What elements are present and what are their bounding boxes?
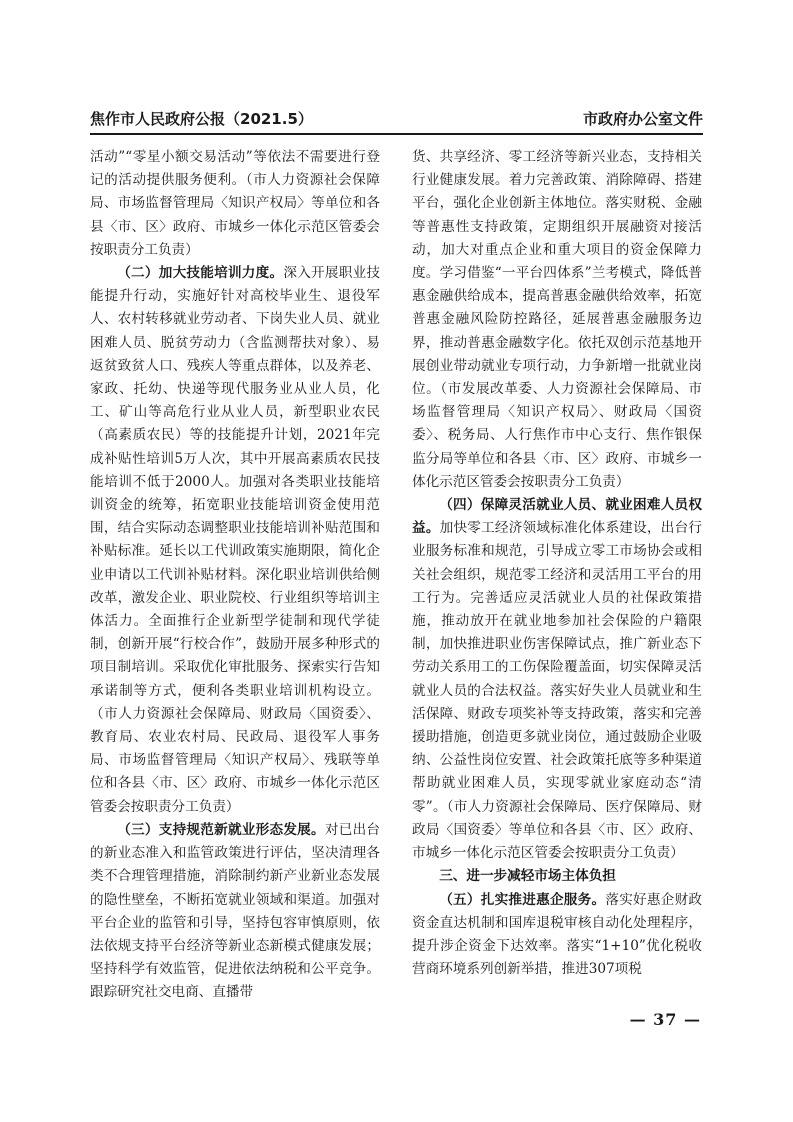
left-column	[90, 146, 380, 1005]
paragraph-body: 落实好惠企财政资金直达机制和国库退税审核自动化处理程序，提升涉企资金下达效率。落实“1+10”优化税收营商环境系列创新举措，推进307项税	[412, 891, 703, 978]
page-number: — 37 —	[629, 1010, 701, 1029]
paragraph-body: 深入开展职业技能提升行动，实施好针对高校毕业生、退役军人、农村转移就业劳动者、下岗失业人员、就业困难人员、脱贫劳动力（含监测帮扶对象）、易返贫致贫人口、残疾人等重点群体，以及养老、家政、托幼、快递等现代服务业从业人员，化工、矿山等高危行业从业人员，新型职业农民（高素质农民）等的技能提升计划，2021年完成补贴性培训5万人次，其中开展高素质农民技能培训不低于2000人。加强对各类职业技能培训资金的统筹，拓宽职业技能培训资金使用范围，结合实际动态调整职业技能培训补贴范围和补贴标准。延长以工代训政策实施期限，简化企业申请以工代训补贴材料。深化职业培训供给侧改革，激发企业、职业院校、行业组织等培训主体活力。全面推行企业新型学徒制和现代学徒制，创新开展“行校合作”，鼓励开展多种形式的项目制培训。采取优化审批服务、探索实行告知承诺制等方式，便利各类职业培训机构设立。（市人力资源社会保障局、财政局〈国资委〉、教育局、农业农村局、民政局、退役军人事务局、市场监督管理局〈知识产权局〉、残联等单位和各县〈市、区〉政府、市城乡一体化示范区管委会按职责分工负责）	[90, 265, 381, 815]
document-category: 市政府办公室文件	[582, 110, 703, 128]
paragraph-lead: （五）扎实推进惠企服务。	[439, 891, 606, 908]
header-rule	[90, 133, 703, 135]
section-heading: 三、进一步减轻市场主体负担	[439, 868, 616, 885]
publication-title: 焦作市人民政府公报（2021.5）	[90, 110, 313, 128]
paragraph-lead: （四）保障灵活就业人员、就业困难人员权益。	[412, 497, 702, 537]
page-header	[90, 109, 703, 135]
paragraph: 活动”“零星小额交易活动”等依法不需要进行登记的活动提供服务便利。（市人力资源社会保障局、市场监督管理局〈知识产权局〉等单位和各县〈市、区〉政府、市城乡一体化示范区管委会按职责分工负责）	[90, 149, 380, 258]
paragraph	[412, 889, 702, 982]
paragraph-body: 加快零工经济领域标准化体系建设，出台行业服务标准和规范，引导成立零工市场协会或相关社会组织，规范零工经济和灵活用工平台的用工行为。完善适应灵活就业人员的社保政策措施，推动放开在就业地参加社会保险的户籍限制，加快推进职业伤害保障试点，推广新业态下劳动关系用工的工伤保险覆盖面，切实保障灵活就业人员的合法权益。落实好失业人员就业和生活保障、财政专项奖补等支持政策，落实和完善援助措施，创造更多就业岗位，通过鼓励企业吸纳、公益性岗位安置、社会政策托底等多种渠道帮助就业困难人员，实现零就业家庭动态“清零”。（市人力资源社会保障局、医疗保障局、财政局〈国资委〉等单位和各县〈市、区〉政府、市城乡一体化示范区管委会按职责分工负责）	[412, 520, 702, 862]
paragraph: 货、共享经济、零工经济等新兴业态，支持相关行业健康发展。着力完善政策、消除障碍、搭建平台，强化企业创新主体地位。落实财税、金融等普惠性支持政策，定期组织开展融资对接活动，加大对重点企业和重大项目的资金保障力度。学习借鉴“一平台四体系”兰考模式，降低普惠金融供给成本，提高普惠金融供给效率，拓宽普惠金融风险防控路径，延展普惠金融服务边界，推动普惠金融数字化。依托双创示范基地开展创业带动就业专项行动，力争新增一批就业岗位。（市发展改革委、人力资源社会保障局、市场监督管理局〈知识产权局〉、财政局〈国资委〉、税务局、人行焦作市中心支行、焦作银保监分局等单位和各县〈市、区〉政府、市城乡一体化示范区管委会按职责分工负责）	[412, 149, 702, 490]
right-column	[412, 146, 702, 981]
paragraph	[90, 262, 380, 819]
paragraph	[90, 819, 380, 1005]
paragraph	[412, 494, 702, 865]
paragraph-lead: （二）加大技能培训力度。	[117, 265, 284, 282]
paragraph-body: 对已出台的新业态准入和监管政策进行评估，坚决清理各类不合理管理措施，消除制约新产业新业态发展的隐性壁垒，不断拓宽就业领域和渠道。加强对平台企业的监管和引导，坚持包容审慎原则，依法依规支持平台经济等新业态新模式健康发展；坚持科学有效监管，促进依法纳税和公平竞争。跟踪研究社交电商、直播带	[90, 821, 381, 1001]
paragraph-lead: （三）支持规范新就业形态发展。	[117, 821, 325, 838]
